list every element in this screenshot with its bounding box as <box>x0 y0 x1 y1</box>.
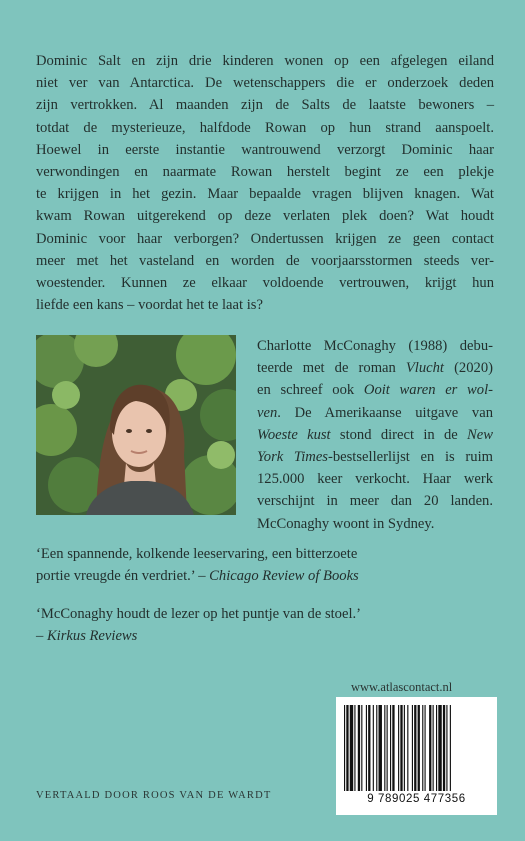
barcode-bar <box>433 705 434 791</box>
barcode-bar <box>443 705 445 791</box>
barcode-bar <box>361 705 362 791</box>
quote-source: Chicago Review of Books <box>209 568 359 585</box>
blurb-line: totdat de mysterieuze, halfdode Rowan op hun strand aanspoelt. <box>36 119 494 136</box>
blurb-line: kwam Rowan uitgerekend op deze verlaten plek doen? Wat houdt <box>36 208 494 225</box>
barcode-bar <box>436 705 437 791</box>
barcode-bar <box>418 705 420 791</box>
barcode-bar <box>398 705 399 791</box>
barcode-bar <box>368 705 370 791</box>
barcode-bar <box>358 705 360 791</box>
barcode-bar <box>422 705 423 791</box>
bio-line: en schreef ook Ooit waren er wol- <box>257 382 493 399</box>
barcode-bar <box>390 705 391 791</box>
blurb-line: Dominic voor haar verborgen? Ondertussen krijgen ze geen contact <box>36 230 494 247</box>
author-bio <box>257 335 493 535</box>
barcode-bar <box>414 705 416 791</box>
quote-line: portie vreugde én verdriet.’ – Chicago Review of Books <box>36 568 359 585</box>
bio-line: ven. De Amerikaanse uitgave van <box>257 404 493 421</box>
barcode-bar <box>438 705 441 791</box>
bio-line: York Times-bestsellerlijst en is ruim <box>257 449 493 466</box>
quote-source: Kirkus Reviews <box>46 628 138 645</box>
bio-line: 125.000 keer verkocht. Haar werk <box>257 471 493 488</box>
barcode-bar <box>400 705 402 791</box>
barcode-bars <box>344 705 489 791</box>
barcode-bar <box>344 705 345 791</box>
barcode-bar <box>392 705 394 791</box>
bio-line: teerde met de roman Vlucht (2020) <box>257 360 493 377</box>
review-quote-chicago <box>36 543 494 587</box>
bio-line: Charlotte McConaghy (1988) debu- <box>257 338 493 354</box>
isbn-number: 9 789025 477356 <box>367 793 466 805</box>
quote-line: – Kirkus Reviews <box>36 628 138 645</box>
barcode-bar <box>450 705 451 791</box>
barcode-bar <box>407 705 408 791</box>
barcode-bar <box>376 705 377 791</box>
blurb-line: te krijgen in het gezin. Maar bepaalde vragen blijven knagen. Wat <box>36 186 494 203</box>
barcode-bar <box>373 705 374 791</box>
author-photo <box>36 335 236 515</box>
blurb-line: meer met het vasteland en worden de voorjaarsstormen steeds ver- <box>36 252 494 269</box>
quote-line: ‘McConaghy houdt de lezer op het puntje van de stoel.’ <box>36 606 362 622</box>
barcode-bar <box>366 705 367 791</box>
blurb-line: Dominic Salt en zijn drie kinderen wonen op een afgelegen eiland <box>36 53 494 69</box>
barcode-bar <box>387 705 388 791</box>
barcode-bar <box>412 705 413 791</box>
bio-line: verschijnt in meer dan 20 landen. <box>257 493 493 510</box>
barcode-bar <box>346 705 348 791</box>
barcode-bar <box>350 705 353 791</box>
blurb-line: zijn vertrokken. Al maanden zijn de Salts de laatste bewoners – <box>36 97 494 114</box>
barcode-bar <box>446 705 447 791</box>
barcode <box>336 697 497 815</box>
blurb-text <box>36 50 494 316</box>
blurb-line: niet ver van Antarctica. De wetenschappers die er onderzoek deden <box>36 75 494 92</box>
barcode-bar <box>354 705 355 791</box>
bio-line: McConaghy woont in Sydney. <box>257 515 435 532</box>
barcode-bar <box>404 705 405 791</box>
bio-line: Woeste kust stond direct in de New <box>257 426 493 443</box>
barcode-bar <box>379 705 382 791</box>
translator-credit: VERTAALD DOOR ROOS VAN DE WARDT <box>36 790 272 801</box>
barcode-bar <box>384 705 385 791</box>
review-quote-kirkus <box>36 603 494 647</box>
quote-line: ‘Een spannende, kolkende leeservaring, een bitterzoete <box>36 546 358 562</box>
blurb-line: verwondingen en naarmate Rowan herstelt begint ze een plekje <box>36 164 494 181</box>
blurb-line: woestender. Kunnen ze elkaar voldoende vertrouwen, krijgt hun <box>36 275 494 292</box>
barcode-bar <box>429 705 431 791</box>
publisher-website: www.atlascontact.nl <box>351 680 453 694</box>
barcode-bar <box>425 705 426 791</box>
blurb-line: liefde een kans – voordat het te laat is? <box>36 297 263 314</box>
blurb-line: Hoewel in eerste instantie wantrouwend verzorgt Dominic haar <box>36 141 494 158</box>
